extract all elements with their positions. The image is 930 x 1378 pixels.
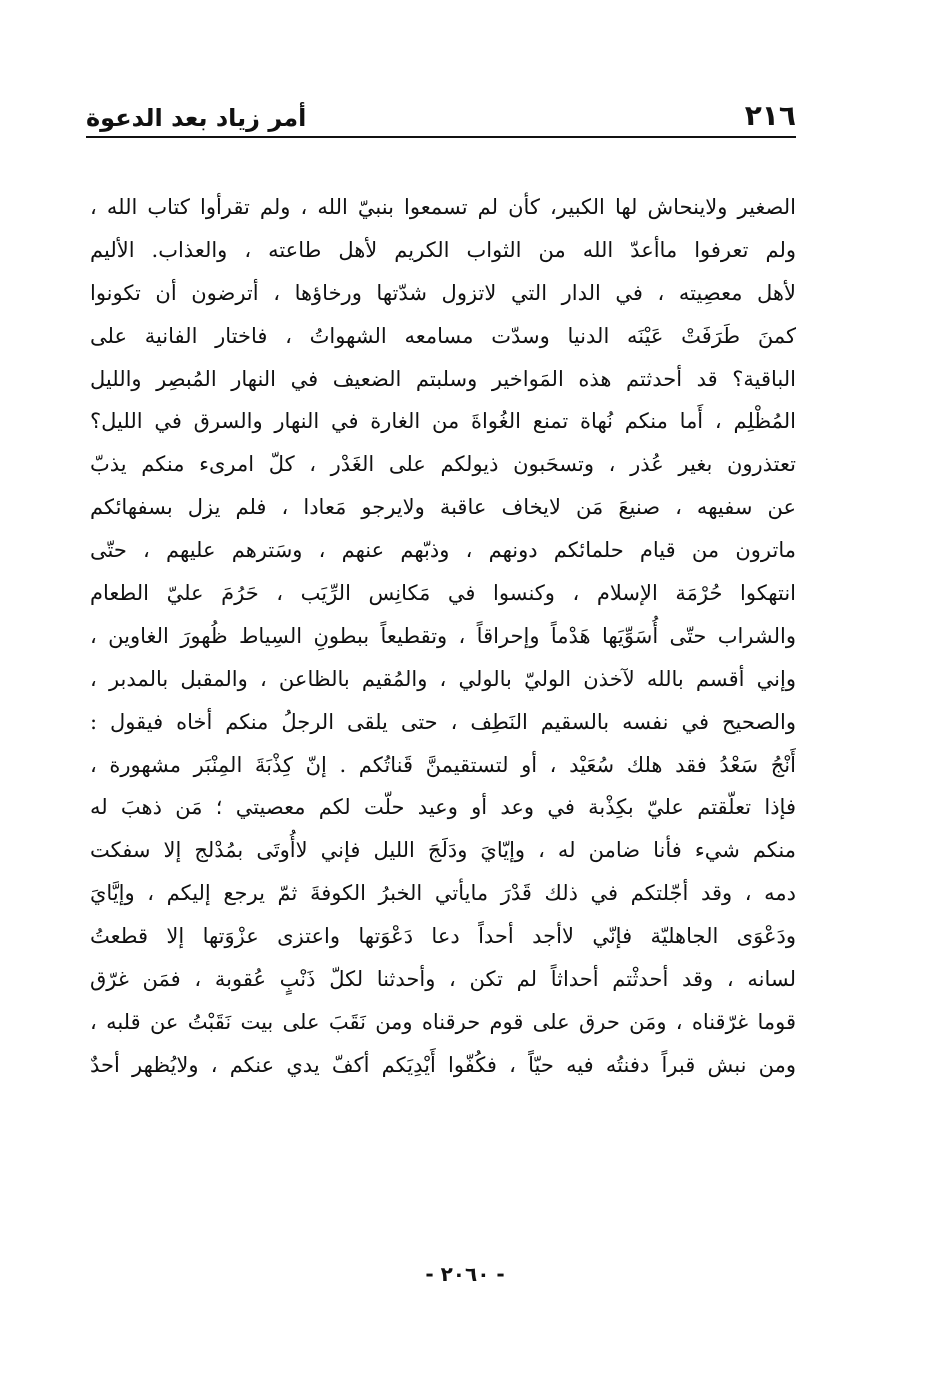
text-line: لأهل معصِيته ، في الدار التي لاتزول شدّتها ورخاؤها ، أترضون أن تكونوا	[90, 280, 796, 305]
text-line: لسانه ، وقد أحدثْتم أحداثاً لم تكن ، وأحدثنا لكلّ ذَنْبٍ عُقوبة ، فمَن غرّق	[90, 967, 796, 992]
text-line: الباقية؟ قد أحدثتم هذه المَواخير وسلبتم الضعيف في النهار المُبصِر والليل	[90, 366, 796, 391]
text-line: تعتذرون بغير عُذر ، وتسحَبون ذيولكم على الغَدْر ، كلّ امرىء منكم يذبّ	[90, 452, 796, 477]
text-line: والشراب حتّى أُسَوِّيَها هَدْماً وإحراقاً ، وتقطيعاً ببطونِ السِياط ظُهورَ الغاوين ،	[90, 623, 796, 648]
text-line: ومن نبش قبراً دفنتُه فيه حيّاً ، فكُفّوا أَيْدِيَكم أكفّ يدي عنكم ، ولايُظهر أحدٌ	[90, 1052, 796, 1077]
text-line: والصحيح في نفسه بالسقيم النَطِف ، حتى يلقى الرجلُ منكم أخاه فيقول :	[90, 709, 796, 734]
text-line: انتهكوا حُرْمَة الإسلام ، وكنسوا في مَكانِس الرِّيَب ، حَرُمَ عليّ الطعام	[90, 581, 796, 606]
text-line: دمه ، وقد أجّلتكم في ذلك قَدْرَ مايأتي الخبرُ الكوفةَ ثمّ يرجع إليكم ، وإيَّايَ	[90, 881, 796, 906]
running-header	[86, 86, 796, 138]
text-line: عن سفيهه ، صنيعَ مَن لايخاف عاقبة ولايرجو مَعادا ، فلم يزل بسفهائكم	[90, 495, 796, 520]
text-line: الصغير ولاينحاش لها الكبير، كأن لم تسمعوا بنبيّ الله ، ولم تقرأوا كتاب الله ،	[90, 195, 796, 219]
text-line: المُظْلِم ، أَما منكم نُهاة تمنع الغُواةَ من الغارة في النهار والسرق في الليل؟	[90, 409, 796, 434]
page-number: ٢١٦	[744, 99, 796, 132]
body-text	[90, 186, 796, 1216]
text-line: ولم تعرفوا ماأعدّ الله من الثواب الكريم لأهل طاعته ، والعذاب. الأليم	[90, 237, 796, 262]
text-line: وإني أقسم بالله لآخذن الوليّ بالولي ، والمُقيم بالظاعن ، والمقبل بالمدبر ،	[90, 666, 796, 691]
text-line: قوما غرّقناه ، ومَن حرق على قوم حرقناه ومن نَقَبَ على بيت نَقَبْتُ عن قلبه ،	[90, 1009, 796, 1034]
text-line: فإذا تعلّقتم عليّ بكِذْبة في وعد أو وعيد حلّت لكم معصيتي ؛ مَن ذهبَ له	[90, 795, 796, 820]
chapter-title: أمر زياد بعد الدعوة	[86, 104, 307, 132]
text-line: ودَعْوَى الجاهليّة فإنّي لاأجد أحداً دعا دَعْوَتها واعتزى عزْوَتها إلا قطعتُ	[90, 924, 796, 949]
text-line: منكم شيء فأنا ضامن له ، وإيّايَ ودَلَجَ الليل فإني لاأُوتَى بمُدْلج إلا سفكت	[90, 838, 796, 863]
text-line: كمنَ طَرَفَتْ عَيْنَه الدنيا وسدّت مسامعه الشهواتُ ، فاختار الفانية على	[90, 323, 796, 348]
text-line: ماترون من قيام حلمائكم دونهم ، وذبّهم عنهم ، وسَترهم عليهم ، حتّى	[90, 538, 796, 563]
footer-page-marker: - ٢٠٦٠ -	[425, 1262, 505, 1286]
text-line: أَنْجُ سَعْدُ فقد هلك سُعَيْد ، أو لتستقيمنَّ قَناتُكم . إنّ كِذْبَةَ المِنْبَر مشهورة ،	[90, 752, 796, 777]
